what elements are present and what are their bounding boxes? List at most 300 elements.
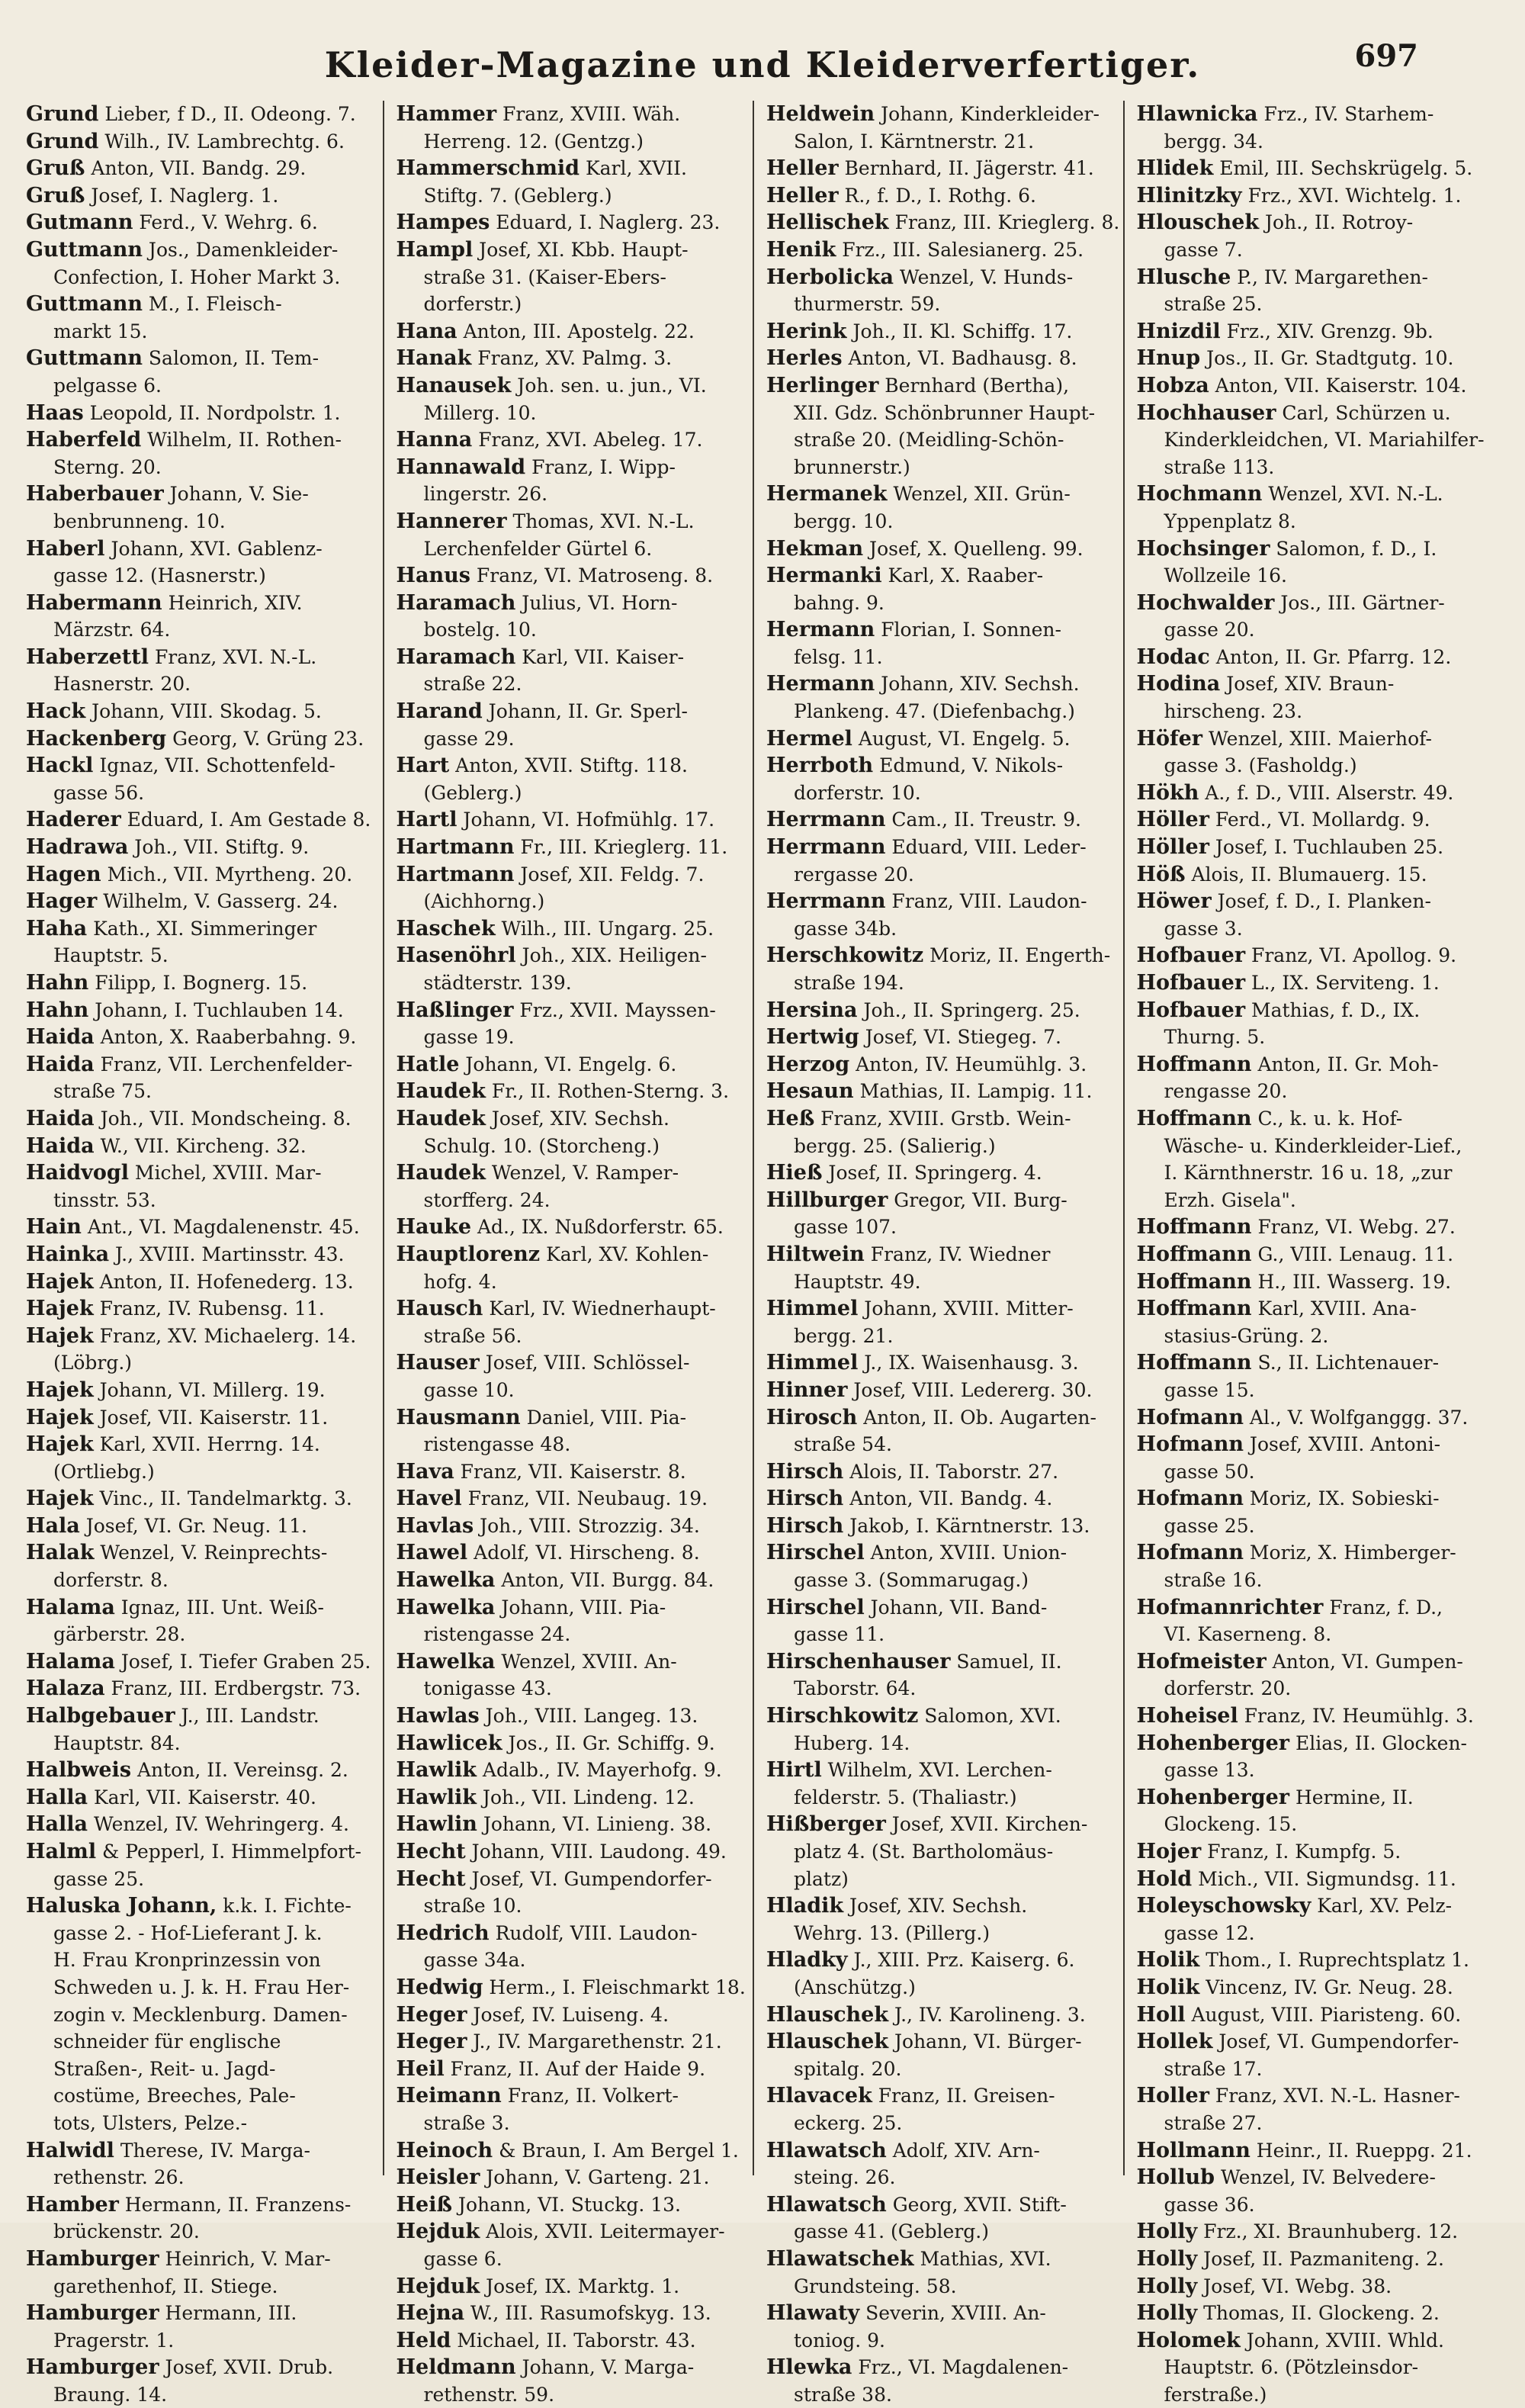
entry-details: gasse 34a. [423, 1949, 526, 1972]
entry-name: Hollub [1136, 2165, 1215, 2190]
directory-entry [396, 1866, 747, 1893]
entry-name: Hofbauer [1136, 944, 1246, 968]
entry-details: August, VI. Engelg. 5. [852, 727, 1071, 750]
entry-name: Hochhauser [1136, 400, 1276, 425]
entry-details: J., IV. Karolineng. 3. [888, 2003, 1086, 2026]
directory-entry [396, 1539, 747, 1567]
directory-entry-continuation [396, 2381, 747, 2408]
entry-name: Hoffmann [1136, 1215, 1252, 1239]
directory-entry [1137, 888, 1488, 915]
entry-details: Josef, VII. Kaiserstr. 11. [93, 1406, 329, 1429]
directory-entry-continuation [26, 2327, 377, 2355]
entry-details: Franz, II. Auf der Haide 9. [444, 2057, 706, 2080]
entry-details: Thomas, II. Glockeng. 2. [1197, 2302, 1440, 2325]
entry-details: straße 194. [794, 972, 904, 994]
entry-details: J., III. Landstr. [175, 1705, 319, 1728]
entry-details: straße 31. (Kaiser-Ebers- [423, 265, 667, 288]
entry-details: Anton, XVIII. Union- [864, 1542, 1068, 1564]
entry-name: Halak [26, 1541, 95, 1565]
entry-name: Hahn [26, 971, 89, 995]
directory-entry [396, 454, 747, 481]
entry-details: Joh., VII. Lindeng. 12. [476, 1786, 695, 1808]
entry-details: Josef, XII. Feldg. 7. [514, 863, 705, 886]
entry-details: Johann, VI. Stuckg. 13. [451, 2193, 681, 2216]
entry-name: Hager [26, 889, 98, 914]
entry-name: Hofmannrichter [1136, 1595, 1324, 1619]
directory-entry [396, 2191, 747, 2219]
directory-entry [396, 1241, 747, 1268]
entry-details: Lieber, f D., II. Odeong. 7. [98, 103, 356, 125]
directory-entry [1137, 806, 1488, 834]
entry-details: Wenzel, XVI. N.-L. [1262, 483, 1443, 506]
entry-name: Hermann [766, 672, 875, 696]
entry-name: Hohenberger [1136, 1731, 1290, 1755]
entry-name: Hajek [26, 1405, 94, 1429]
entry-details: Huberg. 14. [794, 1731, 910, 1754]
entry-details: Cam., II. Treustr. 9. [885, 809, 1081, 831]
entry-name: Grund [26, 102, 99, 126]
entry-details: bostelg. 10. [423, 619, 537, 641]
directory-entry [396, 997, 747, 1024]
directory-entry [396, 508, 747, 535]
directory-entry [766, 806, 1117, 834]
directory-entry-continuation [1137, 1187, 1488, 1214]
entry-name: Hlawatschek [766, 2246, 914, 2271]
entry-details: Franz, III. Erdbergstr. 73. [104, 1677, 361, 1700]
entry-name: Hackl [26, 754, 94, 778]
directory-entry-continuation [396, 1431, 747, 1458]
entry-details: Georg, V. Grüng 23. [166, 727, 364, 750]
directory-entry [766, 264, 1117, 291]
directory-entry [766, 1892, 1117, 1920]
directory-entry [766, 2354, 1117, 2381]
entry-details: Josef, I. Tiefer Graben 25. [114, 1650, 371, 1673]
page-header [0, 31, 1525, 99]
directory-entry [766, 1024, 1117, 1051]
entry-details: zogin v. Mecklenburg. Damen- [53, 2003, 348, 2026]
entry-details: thurmerstr. 59. [794, 293, 941, 316]
directory-entry [396, 209, 747, 236]
directory-entry-continuation [766, 1838, 1117, 1866]
entry-details: Frz., XVII. Mayssen- [513, 998, 716, 1021]
entry-details: (Ortliebg.) [53, 1460, 155, 1483]
directory-entry-continuation [766, 1214, 1117, 1241]
directory-entry [396, 1051, 747, 1079]
directory-entry [1137, 2137, 1488, 2165]
entry-details: straße 25. [1164, 293, 1263, 316]
entry-details: W., III. Rasumofskyg. 13. [464, 2302, 711, 2325]
entry-details: straße 38. [794, 2383, 892, 2406]
entry-name: Hartmann [396, 835, 515, 860]
directory-entry [1137, 535, 1488, 563]
entry-details: Wilh., IV. Lambrechtg. 6. [98, 130, 345, 153]
entry-name: Hajek [26, 1323, 94, 1348]
entry-name: Hava [396, 1459, 454, 1484]
entry-name: Hajek [26, 1378, 94, 1402]
entry-details: Julius, VI. Horn- [515, 591, 678, 614]
directory-entry [1137, 1268, 1488, 1296]
entry-details: gasse 20. [1164, 619, 1255, 641]
directory-entry-continuation [766, 291, 1117, 318]
entry-name: Hojer [1136, 1840, 1202, 1863]
directory-entry [766, 2246, 1117, 2273]
directory-entry [396, 752, 747, 780]
entry-name: Hofmeister [1136, 1649, 1267, 1673]
entry-name: Hofmann [1136, 1405, 1244, 1429]
entry-details: Samuel, II. [950, 1650, 1062, 1673]
directory-entry [26, 101, 377, 128]
directory-entry [1137, 1539, 1488, 1567]
directory-entry-continuation [766, 1784, 1117, 1812]
directory-entry-continuation [26, 1458, 377, 1486]
entry-name: Holeyschowsky [1136, 1894, 1312, 1918]
entry-details: Confection, I. Hoher Markt 3. [53, 265, 341, 288]
entry-details: straße 17. [1164, 2057, 1263, 2080]
directory-entry-continuation [26, 318, 377, 346]
directory-entry [766, 752, 1117, 780]
entry-details: Frz., III. Salesianerg. 25. [836, 238, 1084, 261]
entry-name: Herbolicka [766, 265, 894, 289]
entry-details: Franz, VI. Webg. 27. [1251, 1216, 1456, 1239]
directory-entry [26, 1431, 377, 1458]
directory-entry-continuation [26, 372, 377, 400]
entry-name: Hahn [26, 998, 89, 1022]
directory-entry [396, 698, 747, 725]
entry-name: Haida [26, 1133, 95, 1158]
entry-name: Hawlicek [396, 1731, 502, 1755]
directory-entry [766, 725, 1117, 753]
entry-details: Frz., VI. Magdalenen- [852, 2356, 1069, 2379]
entry-name: Hermanek [766, 482, 888, 506]
directory-entry [766, 182, 1117, 210]
entry-name: Hoffmann [1136, 1351, 1252, 1375]
directory-entry [26, 1214, 377, 1241]
entry-name: Himmel [766, 1297, 859, 1321]
directory-entry [766, 1594, 1117, 1622]
entry-details: Mathias, XVI. [913, 2247, 1051, 2270]
entry-details: Karl, XVIII. Ana- [1251, 1297, 1417, 1320]
directory-entry-continuation [396, 2246, 747, 2273]
entry-name: Hoffmann [1136, 1052, 1252, 1076]
entry-name: Haberfeld [26, 428, 142, 452]
directory-entry-continuation [766, 780, 1117, 807]
entry-details: Johann, Kinderkleider- [875, 103, 1100, 125]
entry-details: Ignaz, III. Unt. Weiß- [114, 1596, 324, 1619]
directory-entry [26, 481, 377, 508]
directory-entry [766, 997, 1117, 1024]
entry-details: Hauptstr. 6. (Pötzleinsdor- [1164, 2356, 1419, 2379]
entry-name: Herrmann [766, 889, 886, 914]
directory-entry [396, 1974, 747, 2001]
entry-name: Heller [766, 183, 839, 207]
entry-name: Herrboth [766, 754, 874, 778]
entry-details: benbrunneng. 10. [53, 510, 226, 532]
entry-details: Moriz, II. Engerth- [923, 944, 1111, 967]
entry-name: Hladik [766, 1894, 844, 1918]
directory-entry [766, 345, 1117, 372]
entry-name: Hecht [396, 1840, 466, 1863]
directory-entry [766, 1458, 1117, 1486]
entry-name: Harand [396, 699, 483, 724]
entry-name: Hampes [396, 211, 490, 235]
directory-entry-continuation [766, 128, 1117, 156]
entry-details: Josef, IX. Marktg. 1. [480, 2275, 680, 2297]
entry-details: städterstr. 139. [423, 972, 572, 994]
entry-details: Mich., VII. Myrtheng. 20. [101, 863, 353, 886]
entry-details: Johann, V. Marga- [515, 2356, 695, 2379]
entry-details: rergasse 20. [794, 863, 914, 886]
entry-details: bahng. 9. [794, 591, 884, 614]
directory-entry-continuation [396, 725, 747, 753]
entry-name: Hieß [766, 1161, 823, 1185]
entry-name: Hökh [1136, 780, 1199, 805]
entry-name: Holik [1136, 1948, 1200, 1972]
directory-entry [26, 155, 377, 182]
entry-name: Hofmann [1136, 1487, 1244, 1511]
directory-entry-continuation [766, 2056, 1117, 2083]
directory-entry [1137, 2327, 1488, 2355]
entry-details: gasse 13. [1164, 1759, 1255, 1782]
entry-name: Heger [396, 2030, 467, 2054]
entry-details: straße 10. [423, 1895, 522, 1918]
entry-details: Bernhard, II. Jägerstr. 41. [838, 157, 1094, 180]
entry-details: gasse 15. [1164, 1378, 1255, 1401]
entry-name: Hadrawa [26, 835, 129, 860]
directory-entry-continuation [26, 1567, 377, 1594]
entry-details: Wenzel, IV. Belvedere- [1215, 2166, 1436, 2189]
directory-entry-continuation [1137, 2191, 1488, 2219]
entry-name: Halaza [26, 1677, 105, 1701]
entry-details: Johann, V. Sie- [163, 483, 309, 506]
entry-details: Franz, XVIII. Grstb. Wein- [814, 1107, 1071, 1130]
entry-details: Anton, VI. Badhausg. 8. [842, 347, 1077, 370]
entry-name: Hawlin [396, 1812, 477, 1837]
entry-name: Hawel [396, 1541, 468, 1565]
entry-details: Wenzel, V. Ramper- [485, 1162, 679, 1185]
entry-details: H. Frau Kronprinzessin von [53, 1949, 321, 1972]
entry-name: Hochsinger [1136, 536, 1270, 561]
directory-entry [396, 2137, 747, 2165]
directory-entry-continuation [396, 1892, 747, 1920]
entry-details: Wehrg. 13. (Pillerg.) [794, 1921, 990, 1944]
directory-entry [1137, 101, 1488, 128]
directory-entry [766, 2191, 1117, 2219]
entry-details: Sterng. 20. [53, 455, 162, 478]
entry-name: Hodina [1136, 672, 1221, 696]
entry-name: Heger [396, 2002, 467, 2027]
directory-entry-continuation [396, 616, 747, 644]
directory-entry [1137, 264, 1488, 291]
directory-entry [396, 2164, 747, 2191]
entry-details: Hermine, II. [1289, 1786, 1414, 1808]
entry-details: (Anschützg.) [794, 1976, 916, 1998]
directory-entry [1137, 372, 1488, 400]
entry-details: gasse 10. [423, 1378, 515, 1401]
entry-details: Anton, III. Apostelg. 22. [457, 320, 695, 342]
directory-entry [26, 969, 377, 997]
directory-entry [766, 1159, 1117, 1187]
entry-details: M., I. Fleisch- [142, 293, 282, 316]
directory-entry-continuation [1137, 698, 1488, 725]
entry-details: Mathias, f. D., IX. [1245, 998, 1421, 1021]
entry-details: pelgasse 6. [53, 374, 162, 397]
entry-name: Hannawald [396, 455, 526, 479]
entry-details: Josef, II. Springerg. 4. [822, 1162, 1042, 1185]
directory-entry-continuation [766, 1133, 1117, 1160]
entry-details: Wenzel, XIII. Maierhof- [1202, 727, 1432, 750]
entry-name: Hirschenhauser [766, 1649, 951, 1673]
directory-entry [766, 562, 1117, 590]
entry-details: Johann, I. Tuchlauben 14. [88, 998, 344, 1021]
entry-details: Yppenplatz 8. [1164, 510, 1296, 532]
directory-entry [26, 1159, 377, 1187]
entry-name: Heil [396, 2056, 445, 2081]
entry-name: Haluska Johann, [26, 1894, 217, 1918]
entry-details: Braung. 14. [53, 2383, 168, 2406]
directory-entry [1137, 155, 1488, 182]
entry-details: Josef, I. Tuchlauben 25. [1209, 836, 1444, 859]
entry-name: Hausmann [396, 1405, 521, 1429]
directory-entry [396, 1784, 747, 1812]
directory-entry [396, 1838, 747, 1866]
directory-entry [396, 1594, 747, 1622]
directory-entry [26, 1594, 377, 1622]
directory-entry [1137, 1892, 1488, 1920]
entry-name: Hlidek [1136, 156, 1214, 181]
entry-name: Grund [26, 129, 99, 153]
directory-entry [396, 1078, 747, 1105]
directory-entry [766, 1051, 1117, 1079]
entry-details: Eduard, I. Naglerg. 23. [490, 211, 721, 234]
directory-entry [766, 101, 1117, 128]
directory-entry [26, 1811, 377, 1838]
entry-details: Franz, XVI. N.-L. [149, 645, 317, 668]
directory-entry [1137, 969, 1488, 997]
entry-details: Grundsteing. 58. [794, 2275, 957, 2297]
entry-name: Hack [26, 699, 86, 724]
directory-entry [766, 942, 1117, 969]
directory-entry-continuation [766, 2218, 1117, 2246]
entry-details: Karl, XVII. Herrng. 14. [93, 1433, 320, 1456]
entry-details: gasse 3. [1164, 917, 1243, 940]
entry-details: Anton, X. Raaberbahng. 9. [94, 1026, 357, 1049]
entry-details: Joh., VIII. Strozzig. 34. [474, 1514, 700, 1537]
directory-entry [766, 1757, 1117, 1784]
directory-entry-continuation [766, 698, 1117, 725]
directory-entry [396, 1811, 747, 1838]
entry-name: Hamber [26, 2192, 119, 2217]
entry-name: Hold [1136, 1866, 1193, 1891]
entry-details: Franz, XVI. Abeleg. 17. [472, 429, 703, 452]
entry-details: Franz, IV. Heumühlg. 3. [1238, 1705, 1474, 1728]
directory-entry-continuation [1137, 2381, 1488, 2408]
entry-details: steing. 26. [794, 2166, 896, 2189]
directory-entry-continuation [396, 291, 747, 318]
entry-name: Hawelka [396, 1595, 496, 1619]
entry-name: Heiß [396, 2192, 452, 2217]
directory-entry [396, 2273, 747, 2300]
directory-entry [766, 1241, 1117, 1268]
entry-name: Hajek [26, 1297, 94, 1321]
directory-entry [766, 1105, 1117, 1133]
entry-details: Millerg. 10. [423, 401, 537, 424]
directory-entry [26, 128, 377, 156]
entry-details: bergg. 21. [794, 1324, 894, 1347]
directory-entry [26, 1702, 377, 1730]
entry-details: Moriz, IX. Sobieski- [1243, 1487, 1440, 1510]
directory-entry [396, 1159, 747, 1187]
directory-entry [396, 372, 747, 400]
entry-name: Haschek [396, 916, 496, 940]
directory-entry-continuation [1137, 1078, 1488, 1105]
entry-name: Hirtl [766, 1758, 822, 1783]
entry-name: Hnizdil [1136, 319, 1221, 343]
directory-entry [1137, 670, 1488, 698]
entry-details: Adolf, XIV. Arn- [886, 2139, 1040, 2162]
directory-entry [26, 1105, 377, 1133]
entry-name: Heimann [396, 2084, 502, 2108]
entry-name: Hladky [766, 1948, 848, 1972]
entry-name: Herrmann [766, 835, 886, 860]
entry-details: straße 27. [1164, 2111, 1263, 2134]
entry-name: Hamburger [26, 2246, 159, 2271]
entry-details: Hermann, II. Franzens- [118, 2193, 352, 2216]
entry-details: Johann, XVI. Gablenz- [104, 537, 323, 560]
directory-entry [26, 2137, 377, 2165]
entry-name: Herschkowitz [766, 944, 924, 968]
entry-details: gasse 50. [1164, 1460, 1255, 1483]
entry-details: storfferg. 24. [423, 1188, 551, 1211]
directory-entry-continuation [26, 508, 377, 535]
directory-entry [1137, 2001, 1488, 2029]
entry-details: (Löbrg.) [53, 1352, 133, 1374]
entry-name: Haha [26, 916, 88, 940]
directory-entry [766, 1485, 1117, 1513]
directory-entry [766, 888, 1117, 915]
directory-entry-continuation [396, 1377, 747, 1404]
directory-entry-continuation [766, 2164, 1117, 2191]
entry-name: Guttmann [26, 346, 143, 371]
entry-details: gasse 25. [1164, 1514, 1255, 1537]
directory-entry [396, 942, 747, 969]
directory-entry-continuation [1137, 2056, 1488, 2083]
entry-details: Joh., XIX. Heiligen- [515, 944, 707, 967]
directory-entry-continuation [26, 2218, 377, 2246]
directory-entry [1137, 209, 1488, 236]
directory-entry [766, 2137, 1117, 2165]
entry-details: Hauptstr. 5. [53, 944, 169, 967]
directory-entry [26, 535, 377, 563]
entry-details: Josef, XVII. Drub. [159, 2356, 334, 2379]
entry-details: Severin, XVIII. An- [859, 2302, 1046, 2325]
entry-details: tinsstr. 53. [53, 1188, 156, 1211]
entry-details: Franz, II. Greisen- [872, 2085, 1055, 2107]
entry-details: Anton, IV. Heumühlg. 3. [849, 1053, 1087, 1075]
directory-entry-continuation [396, 1024, 747, 1051]
directory-entry-continuation [396, 1621, 747, 1648]
directory-entry-continuation [766, 454, 1117, 481]
directory-entry [766, 1947, 1117, 1974]
entry-name: Herink [766, 319, 847, 343]
directory-entry-continuation [1137, 915, 1488, 943]
directory-entry [396, 1485, 747, 1513]
entry-details: Anton, XVII. Stiftg. 118. [449, 754, 688, 777]
directory-entry-continuation [766, 1567, 1117, 1594]
entry-details: Florian, I. Sonnen- [875, 619, 1061, 641]
entry-name: Hoffmann [1136, 1106, 1252, 1130]
entry-name: Höfer [1136, 726, 1203, 751]
entry-details: platz) [794, 1867, 849, 1890]
